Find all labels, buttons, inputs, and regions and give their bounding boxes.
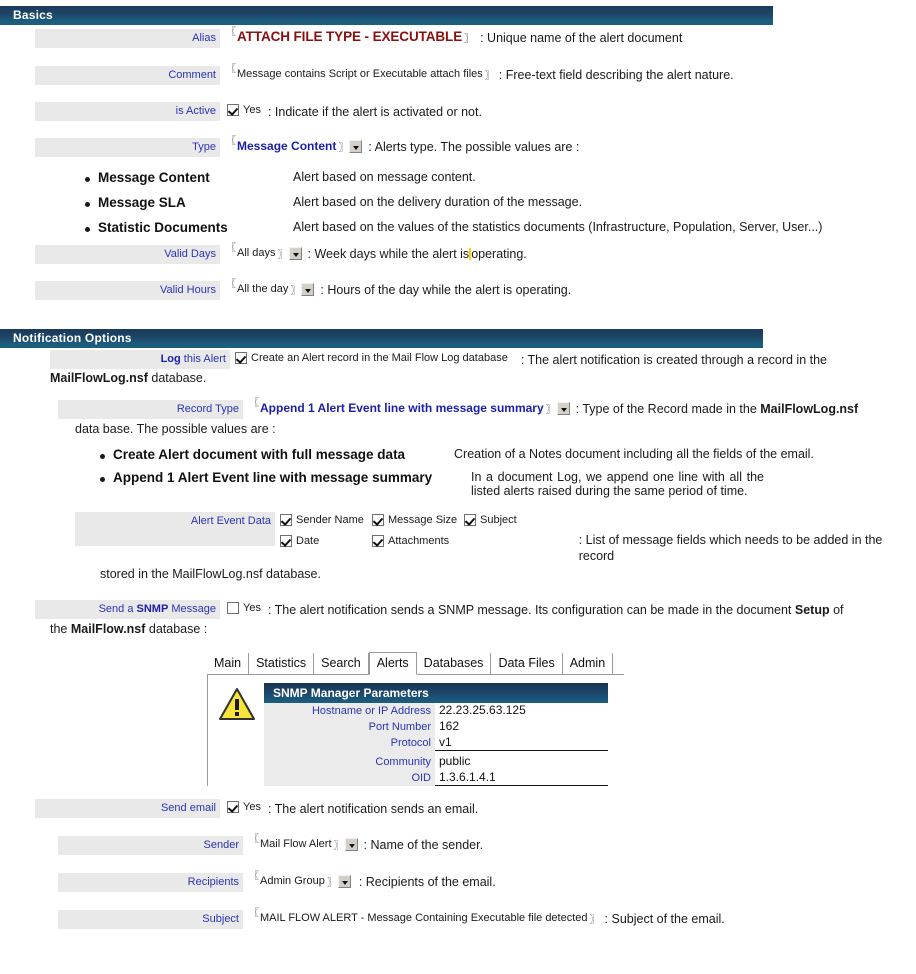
snmp-panel [207,653,916,786]
field-value-valid-hours[interactable]: All the day [237,283,289,295]
field-label-send-email: Send email [35,799,220,818]
checkbox-subject[interactable] [464,512,517,528]
checkbox-icon[interactable] [280,535,292,547]
field-subject[interactable] [249,910,600,926]
tab-main[interactable]: Main [207,653,249,674]
option-term: Append 1 Alert Event line with message summary [113,470,433,485]
field-row-valid-hours [0,281,916,300]
field-description-record-type [576,401,859,417]
checkbox-group-alert-event-data [280,512,517,549]
tab-alerts[interactable]: Alerts [369,652,417,675]
label-rest: this Alert [180,353,226,365]
field-alias[interactable] [226,29,474,45]
label-tail: Message [168,603,216,615]
description-tail: database. [147,371,207,385]
snmp-value-oid[interactable]: 1.3.6.1.4.1 [435,770,608,786]
field-description-log-this-alert: : The alert notification is created through a record in the [520,353,828,367]
field-description-alert-event-data: : List of message fields which needs to be added in the record [578,533,883,563]
field-valid-hours[interactable] [226,281,314,297]
field-bracket-right-icon: 〗 [333,841,344,852]
field-label-sender: Sender [58,836,243,855]
field-description-sender: : Name of the sender. [363,838,484,852]
snmp-row-protocol [264,735,608,751]
checkbox-label: Message Size [388,514,458,526]
list-item [100,447,916,462]
description-pre: : The alert notification sends a SNMP message. Its configuration can be made in the document [267,603,792,617]
field-sender[interactable] [249,836,358,852]
dropdown-arrow-record-type-icon[interactable] [557,402,570,415]
checkbox-row-1 [280,512,517,528]
field-label-subject: Subject [58,910,243,929]
checkbox-attachments[interactable] [372,533,449,549]
checkbox-message-size[interactable] [372,512,464,528]
field-bracket-left-icon: 〖 [226,279,236,290]
label-pre: Send a [98,603,137,615]
field-label-is-active: is Active [35,102,220,121]
warning-triangle-icon [218,683,264,786]
field-description-recipients: : Recipients of the email. [358,875,496,889]
field-description-record-type-line2: data base. The possible values are : [75,422,276,436]
option-term: Create Alert document with full message data [113,447,406,462]
description-pre: : Type of the Record made in the [575,402,757,416]
section-title-basics: Basics [13,8,53,22]
tab-search[interactable]: Search [314,653,369,674]
field-description-comment: : Free-text field describing the alert nature. [498,68,734,82]
field-record-type[interactable] [249,400,570,416]
option-term: Statistic Documents [98,220,228,235]
checkbox-icon[interactable] [464,514,476,526]
field-row-sender [0,836,916,855]
field-description-send-email: : The alert notification sends an email. [267,802,479,816]
section-header-notification-options [0,329,763,348]
checkbox-icon[interactable] [227,104,239,116]
tab-strip [207,653,624,675]
checkbox-sender-name[interactable] [280,512,372,528]
checkbox-icon[interactable] [235,352,247,364]
option-definition: Creation of a Notes document including all the fields of the email. [454,447,814,461]
dropdown-arrow-valid-days-icon[interactable] [289,247,302,260]
option-term: Message SLA [98,195,186,210]
database-name: MailFlowLog.nsf [760,402,859,416]
field-description-type: : Alerts type. The possible values are : [368,140,580,154]
option-definition: Alert based on the values of the statistics documents (Infrastructure, Population, Server, User...) [293,220,823,234]
field-value-recipients[interactable]: Admin Group [260,875,325,887]
field-bracket-right-icon: 〗 [545,405,556,416]
checkbox-row-2 [280,533,517,549]
field-bracket-left-icon: 〖 [249,398,259,409]
field-value-comment[interactable]: Message contains Script or Executable attach files [237,68,483,80]
snmp-parameters-box [264,683,608,786]
snmp-label-protocol: Protocol [264,735,435,751]
tab-data-files[interactable]: Data Files [491,653,562,674]
checkbox-label: Sender Name [296,514,364,526]
description-post: of [829,603,844,617]
bullet-icon [85,227,90,232]
checkbox-log-this-alert[interactable] [235,350,508,366]
checkbox-send-email[interactable] [227,799,261,815]
description-pre: the [50,622,68,636]
tab-statistics[interactable]: Statistics [249,653,314,674]
snmp-value-community[interactable]: public [439,754,471,768]
section-header-basics [0,6,773,25]
field-label-type: Type [35,138,220,157]
field-value-type[interactable]: Message Content [237,139,337,153]
field-row-recipients [0,873,916,892]
dropdown-arrow-valid-hours-icon[interactable] [301,283,314,296]
field-label-send-snmp [35,600,220,619]
field-row-comment [0,66,916,85]
dropdown-arrow-type-icon[interactable] [349,140,362,153]
field-bracket-left-icon: 〖 [249,908,259,919]
field-row-valid-days [0,245,916,264]
field-bracket-right-icon: 〗 [589,915,600,926]
option-definition: In a document Log, we append one line with all the listed alerts raised during the same period of time. [471,470,764,498]
field-row-log-this-alert [0,350,916,369]
checkbox-send-snmp[interactable] [227,600,261,616]
list-item [85,195,916,210]
label-strong: Log [160,353,181,365]
field-description-alias: : Unique name of the alert document [480,31,683,45]
snmp-row-port [264,719,608,735]
field-bracket-left-icon: 〖 [249,871,259,882]
field-comment[interactable] [226,66,495,82]
checkbox-label: Subject [480,514,517,526]
bullet-icon [100,454,105,459]
bullet-icon [100,477,105,482]
checkbox-icon[interactable] [227,801,239,813]
option-definition: Alert based on the delivery duration of the message. [293,195,583,209]
field-description-send-snmp [268,602,844,618]
field-valid-days[interactable] [226,245,302,261]
field-bracket-right-icon: 〗 [338,143,349,154]
tab-databases[interactable]: Databases [417,653,492,674]
list-item [85,220,916,235]
checkbox-label-is-active: Yes [243,104,261,116]
checkbox-icon[interactable] [372,514,384,526]
checkbox-icon[interactable] [372,535,384,547]
section-title-notification-options: Notification Options [13,331,132,345]
field-row-subject [0,910,916,929]
field-row-alert-event-data [0,512,916,564]
description-tail: database : [145,622,208,636]
field-label-comment: Comment [35,66,220,85]
field-bracket-right-icon: 〗 [464,34,475,45]
field-row-is-active [0,102,916,121]
field-bracket-left-icon: 〖 [226,136,236,147]
database-name: MailFlow.nsf [70,622,146,636]
field-bracket-left-icon: 〖 [226,27,236,38]
checkbox-icon[interactable] [227,602,239,614]
snmp-row-community [264,754,608,770]
bullet-icon [85,202,90,207]
field-description-valid-hours: : Hours of the day while the alert is operating. [320,283,572,297]
field-value-alias[interactable]: ATTACH FILE TYPE - EXECUTABLE [237,29,463,44]
field-description-is-active: : Indicate if the alert is activated or not. [267,105,482,119]
field-row-alias [0,29,916,48]
field-description-log-this-alert-line2 [50,371,916,385]
field-bracket-right-icon: 〗 [326,878,337,889]
snmp-value-protocol[interactable]: v1 [435,735,608,751]
snmp-label-oid: OID [264,770,435,786]
field-label-alert-event-data: Alert Event Data [75,512,275,546]
field-value-sender[interactable]: Mail Flow Alert [260,838,332,850]
field-label-valid-days: Valid Days [35,245,220,264]
snmp-row-hostname [264,703,608,719]
label-strong: SNMP [136,603,169,615]
checkbox-label-send-snmp: Yes [243,602,261,614]
snmp-panel-body [207,675,624,786]
database-name: MailFlowLog.nsf [50,371,148,385]
field-label-alias: Alias [35,29,220,48]
checkbox-label: Date [296,535,320,547]
field-label-record-type: Record Type [58,400,243,419]
field-row-send-snmp [0,600,916,619]
bullet-icon [85,177,90,182]
field-label-log-this-alert [50,350,230,369]
field-row-record-type [0,400,916,419]
description-pre: : Week days while the alert is [307,247,470,261]
field-description-valid-days [308,246,527,262]
description-post: operating. [471,247,527,261]
dropdown-arrow-sender-icon[interactable] [345,838,358,851]
field-description-subject: : Subject of the email. [604,912,725,926]
field-bracket-left-icon: 〖 [226,243,236,254]
field-bracket-right-icon: 〗 [290,286,301,297]
dropdown-arrow-recipients-icon[interactable] [338,875,351,888]
field-bracket-left-icon: 〖 [249,834,259,845]
snmp-row-oid [264,770,608,786]
snmp-group-1 [264,703,608,786]
snmp-label-hostname: Hostname or IP Address [264,703,435,719]
snmp-label-port: Port Number [264,719,435,735]
field-value-valid-days[interactable]: All days [237,247,276,259]
record-type-options-list [100,447,916,498]
tab-admin[interactable]: Admin [563,653,613,674]
document-name: Setup [794,603,830,617]
snmp-value-port[interactable]: 162 [439,719,460,733]
field-description-send-snmp-line2 [50,622,916,636]
field-type[interactable] [226,138,362,154]
list-item [100,470,916,498]
field-description-alert-event-data-line2: stored in the MailFlowLog.nsf database. [100,567,321,581]
snmp-box-title: SNMP Manager Parameters [264,683,608,703]
option-term: Message Content [98,170,210,185]
field-value-record-type[interactable]: Append 1 Alert Event line with message summary [260,401,544,415]
checkbox-date[interactable] [280,533,372,549]
option-definition: Alert based on message content. [293,170,476,184]
field-label-recipients: Recipients [58,873,243,892]
checkbox-label: Attachments [388,535,450,547]
checkbox-is-active[interactable] [227,102,261,118]
field-bracket-left-icon: 〖 [226,64,236,75]
field-label-valid-hours: Valid Hours [35,281,220,300]
field-value-subject[interactable]: MAIL FLOW ALERT - Message Containing Executable file detected [260,912,588,924]
type-options-list [85,170,916,235]
checkbox-label-log-this-alert: Create an Alert record in the Mail Flow Log database [251,352,508,364]
field-bracket-right-icon: 〗 [484,71,495,82]
list-item [85,170,916,185]
snmp-label-community: Community [264,754,435,770]
field-bracket-right-icon: 〗 [277,250,288,261]
field-row-send-email [0,799,916,818]
snmp-value-hostname[interactable]: 22.23.25.63.125 [439,703,526,717]
field-row-type [0,138,916,157]
checkbox-label-send-email: Yes [243,801,261,813]
field-recipients[interactable] [249,873,351,889]
checkbox-icon[interactable] [280,514,292,526]
